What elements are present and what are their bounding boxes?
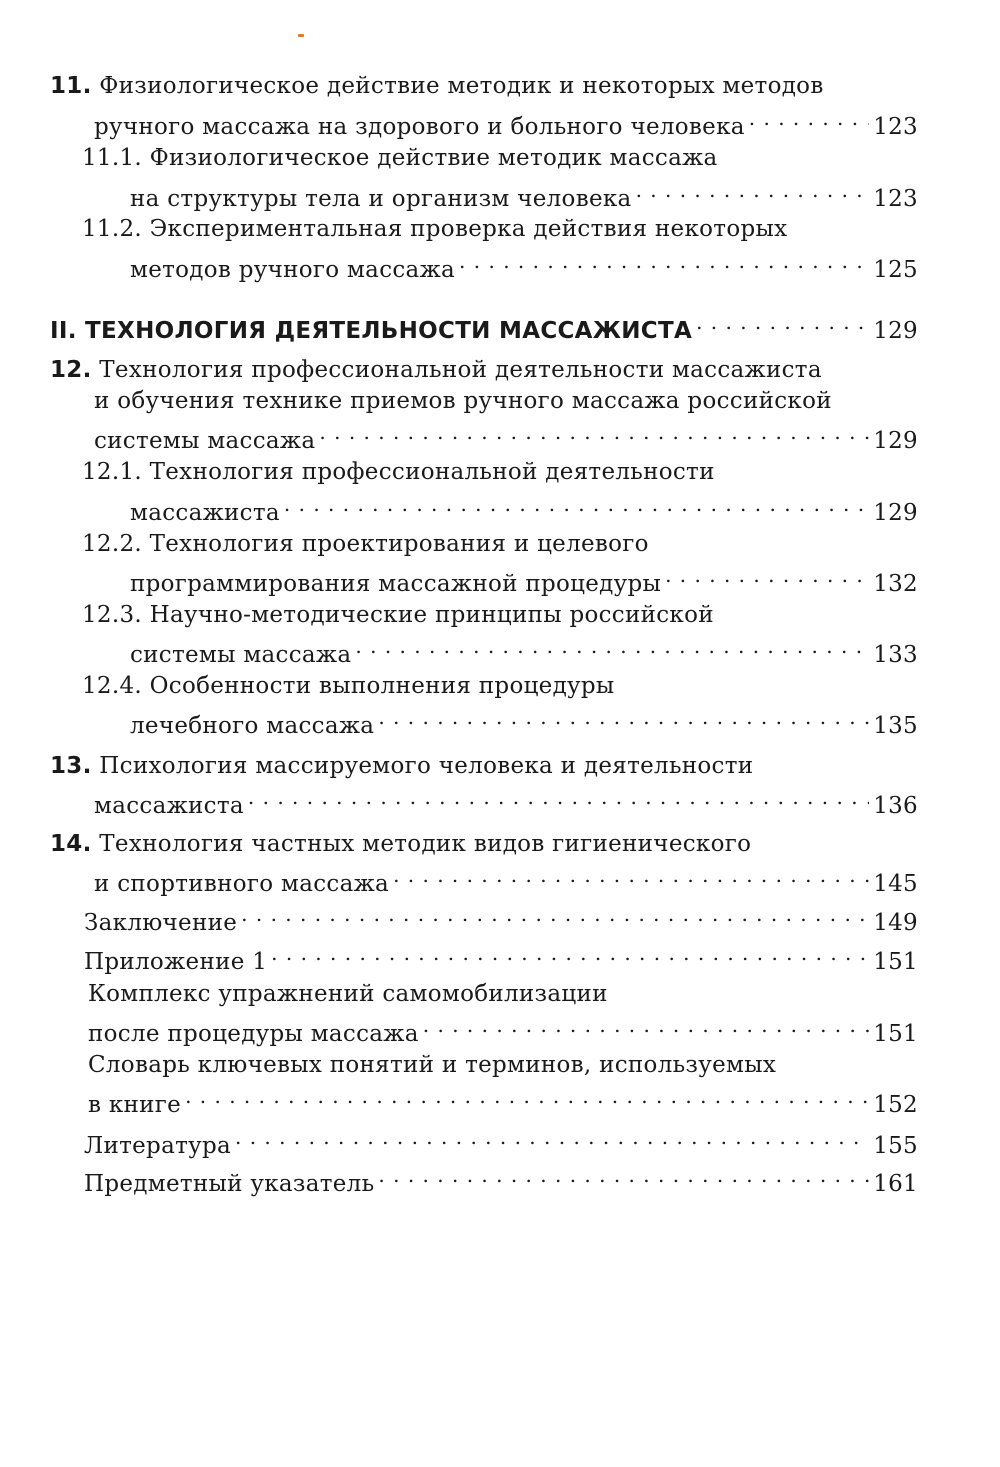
page-number: 152 [873,1092,918,1118]
page-number: 155 [873,1133,918,1159]
page-number: 136 [873,793,918,819]
leader-dots [423,1009,869,1041]
leader-dots [665,559,869,591]
leader-dots [284,488,869,520]
section-title-line1: 12.4. Особенности выполнения процедуры [82,673,615,699]
leader-dots [636,174,870,206]
chapter-title-line1: Физиологическое действие методик и некоторых методов [99,73,824,99]
leader-dots [241,898,869,930]
section-title-line1: 11.1. Физиологическое действие методик массажа [82,145,718,171]
leader-dots [271,937,869,969]
page-number: 123 [873,186,918,212]
section-title-line2: массажиста [130,500,280,526]
page-number: 133 [873,642,918,668]
page-number: 125 [873,257,918,283]
leader-dots [185,1080,869,1112]
section-title-line1: 12.2. Технология проектирования и целевого [82,531,649,557]
page-number: 151 [873,1021,918,1047]
chapter-title-line3: системы массажа [94,428,316,454]
page-number: 129 [873,428,918,454]
chapter-title-line1: Технология профессиональной деятельности массажиста [99,357,822,383]
entry-title: Предметный указатель [84,1171,375,1197]
chapter-title-line1: Технология частных методик видов гигиенического [99,831,752,857]
chapter-number: 12. [50,357,92,383]
leader-dots [248,781,869,813]
page-number: 123 [873,114,918,140]
chapter-title-line2: и обучения технике приемов ручного массажа российской [94,388,832,414]
leader-dots [319,416,869,448]
section-title-line1: 11.2. Экспериментальная проверка действия некоторых [82,216,788,242]
page-number: 129 [873,318,918,344]
section-title-line2: программирования массажной процедуры [130,571,662,597]
chapter-title-line2: и спортивного массажа [94,871,390,897]
chapter-number: 13. [50,753,92,779]
leader-dots [378,701,869,733]
part-title: II. ТЕХНОЛОГИЯ ДЕЯТЕЛЬНОСТИ МАССАЖИСТА [50,318,693,344]
section-title-line1: 12.1. Технология профессиональной деятельности [82,459,715,485]
entry-title: Литература [84,1133,231,1159]
entry-title-line1: Комплекс упражнений самомобилизации [88,981,608,1007]
section-title-line2: системы массажа [130,642,352,668]
entry-title-line1: Словарь ключевых понятий и терминов, используемых [88,1052,777,1078]
section-title-line2: лечебного массажа [130,713,375,739]
entry-title: Приложение 1 [84,949,268,975]
chapter-title-line2: ручного массажа на здорового и больного человека [94,114,745,140]
chapter-title-line2: массажиста [94,793,244,819]
leader-dots [459,245,869,277]
leader-dots [235,1121,869,1153]
leader-dots [378,1159,869,1191]
page-number: 132 [873,571,918,597]
entry-title-line2: в книге [88,1092,182,1118]
chapter-number: 14. [50,831,92,857]
chapter-number: 11. [50,73,92,99]
section-title-line1: 12.3. Научно-методические принципы российской [82,602,714,628]
leader-dots [749,102,869,134]
orange-mark [298,34,304,37]
leader-dots [355,630,869,662]
page-number: 129 [873,500,918,526]
entry-title-line2: после процедуры массажа [88,1021,419,1047]
page-number: 149 [873,910,918,936]
page-number: 135 [873,713,918,739]
leader-dots [696,306,869,338]
section-title-line2: методов ручного массажа [130,257,456,283]
leader-dots [393,859,869,891]
chapter-title-line1: Психология массируемого человека и деятельности [99,753,754,779]
section-title-line2: на структуры тела и организм человека [130,186,632,212]
entry-title: Заключение [84,910,238,936]
page-number: 145 [873,871,918,897]
page-number: 151 [873,949,918,975]
page-number: 161 [873,1171,918,1197]
